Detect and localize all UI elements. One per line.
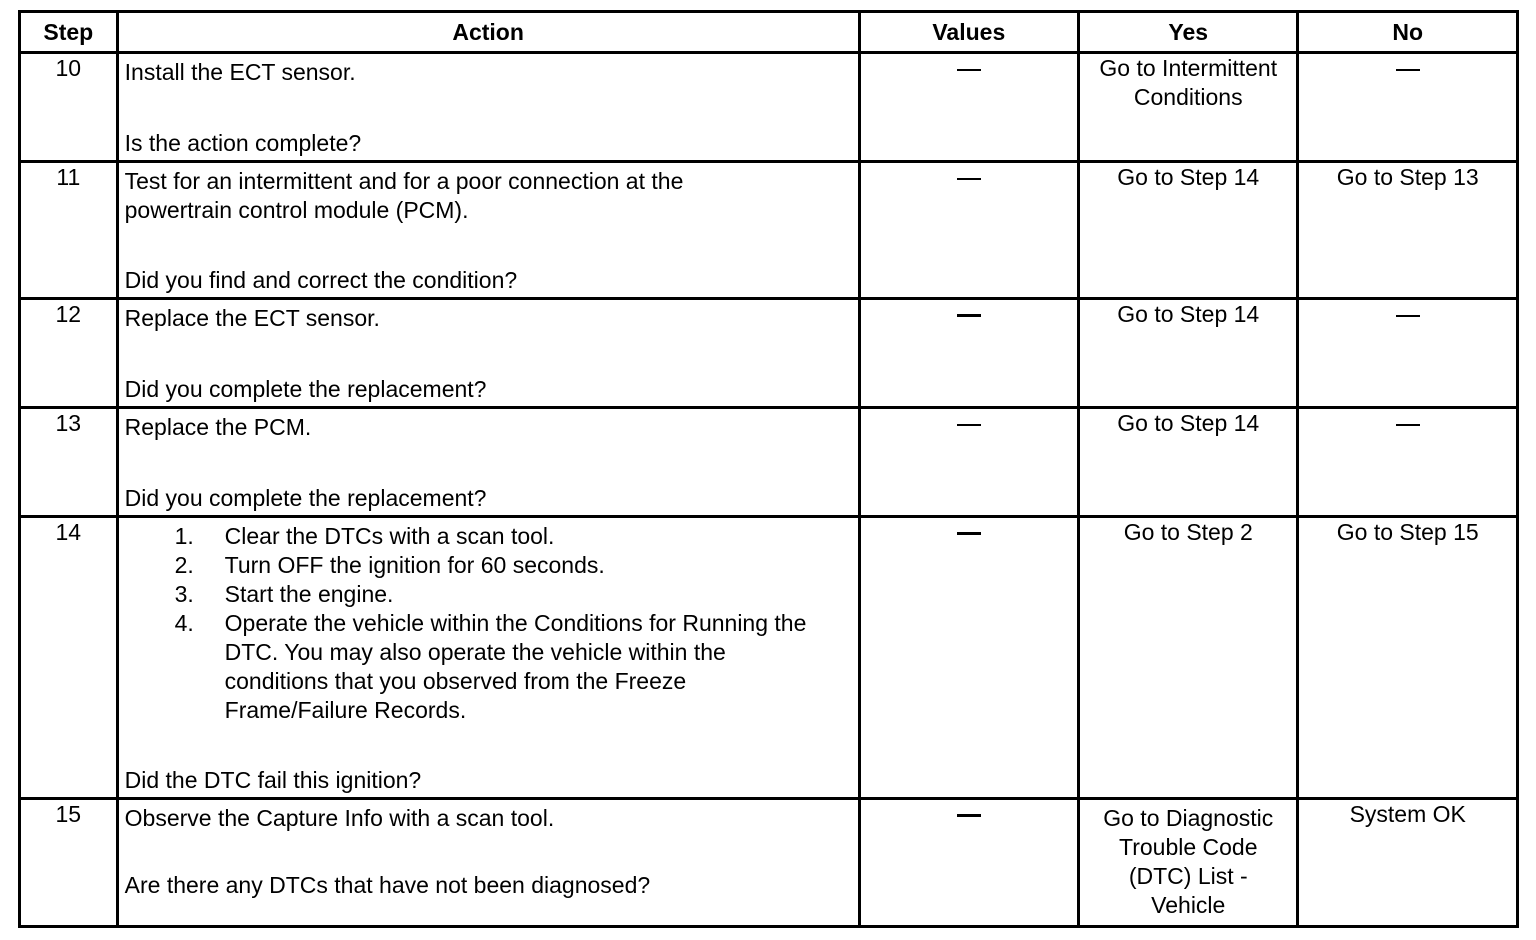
values-dash	[957, 178, 981, 180]
substep-number: 3.	[174, 581, 194, 607]
yes-cell	[1079, 799, 1298, 927]
substep-list	[125, 522, 852, 725]
no-cell	[1298, 408, 1518, 517]
yes-link[interactable]: Go to Step 14	[1117, 410, 1260, 436]
no-cell	[1298, 299, 1518, 408]
yes-link[interactable]: Go to Step 14	[1117, 164, 1260, 190]
list-item	[174, 551, 818, 580]
action-question: Did the DTC fail this ignition?	[124, 767, 422, 793]
action-instruction: Replace the PCM.	[124, 414, 312, 440]
header-no: No	[1298, 12, 1518, 53]
no-dash	[1396, 424, 1420, 426]
list-item	[174, 580, 818, 609]
action-instruction: Test for an intermittent and for a poor connection at the powertrain control module (PCM).	[124, 168, 684, 223]
header-values: Values	[859, 12, 1078, 53]
no-cell	[1298, 517, 1518, 799]
substep-text: Turn OFF the ignition for 60 seconds.	[224, 552, 605, 578]
no-link[interactable]: Go to Step 13	[1336, 164, 1479, 190]
substep-text: Operate the vehicle within the Conditions for Running the DTC. You may also operate the vehicle within the conditions that you observed from the Freeze Frame/Failure Records.	[224, 610, 807, 723]
step-number: 13	[20, 408, 118, 517]
yes-cell	[1079, 408, 1298, 517]
step-number: 12	[20, 299, 118, 408]
values-cell	[859, 408, 1078, 517]
values-dash	[957, 314, 981, 317]
list-item	[174, 522, 818, 551]
action-instruction: Observe the Capture Info with a scan tool.	[124, 805, 555, 831]
action-instruction: Install the ECT sensor.	[124, 59, 356, 85]
yes-cell	[1079, 517, 1298, 799]
values-cell	[859, 53, 1078, 162]
no-link[interactable]: Go to Step 15	[1336, 519, 1479, 545]
action-question: Are there any DTCs that have not been diagnosed?	[124, 872, 651, 898]
values-cell	[859, 517, 1078, 799]
no-cell	[1298, 162, 1518, 299]
table-row	[20, 299, 1518, 408]
step-number: 15	[20, 799, 118, 927]
header-step: Step	[20, 12, 118, 53]
table-row	[20, 53, 1518, 162]
yes-link[interactable]: Go to Intermittent Conditions	[1099, 55, 1278, 110]
action-cell	[117, 299, 859, 408]
yes-cell	[1079, 162, 1298, 299]
action-cell	[117, 799, 859, 927]
header-action: Action	[117, 12, 859, 53]
yes-link[interactable]: Go to Step 2	[1123, 519, 1253, 545]
substep-number: 4.	[174, 610, 194, 636]
action-cell	[117, 53, 859, 162]
action-instruction: Replace the ECT sensor.	[124, 305, 380, 331]
substep-text: Start the engine.	[224, 581, 394, 607]
action-cell	[117, 517, 859, 799]
no-text: System OK	[1349, 801, 1466, 827]
action-question: Is the action complete?	[124, 130, 362, 156]
no-dash	[1396, 315, 1420, 317]
action-question: Did you find and correct the condition?	[124, 267, 518, 293]
table-row	[20, 162, 1518, 299]
table-row	[20, 408, 1518, 517]
values-dash	[957, 424, 981, 426]
action-cell	[117, 408, 859, 517]
step-number: 14	[20, 517, 118, 799]
step-number: 10	[20, 53, 118, 162]
action-question: Did you complete the replacement?	[124, 376, 487, 402]
step-number: 11	[20, 162, 118, 299]
yes-cell	[1079, 53, 1298, 162]
substep-number: 1.	[174, 523, 194, 549]
action-cell	[117, 162, 859, 299]
values-dash	[957, 532, 981, 535]
no-cell	[1298, 53, 1518, 162]
yes-link[interactable]: Go to Diagnostic Trouble Code (DTC) List - Vehicle	[1103, 805, 1274, 918]
substep-text: Clear the DTCs with a scan tool.	[224, 523, 555, 549]
no-cell	[1298, 799, 1518, 927]
values-dash	[957, 69, 981, 71]
no-dash	[1396, 69, 1420, 71]
values-cell	[859, 299, 1078, 408]
action-question: Did you complete the replacement?	[124, 485, 487, 511]
header-row	[20, 12, 1518, 53]
substep-number: 2.	[174, 552, 194, 578]
yes-cell	[1079, 299, 1298, 408]
table-row	[20, 799, 1518, 927]
header-yes: Yes	[1079, 12, 1298, 53]
yes-link[interactable]: Go to Step 14	[1117, 301, 1260, 327]
values-cell	[859, 799, 1078, 927]
list-item	[174, 609, 818, 725]
table-row	[20, 517, 1518, 799]
diagnostic-table	[18, 10, 1519, 928]
values-cell	[859, 162, 1078, 299]
values-dash	[957, 814, 981, 817]
